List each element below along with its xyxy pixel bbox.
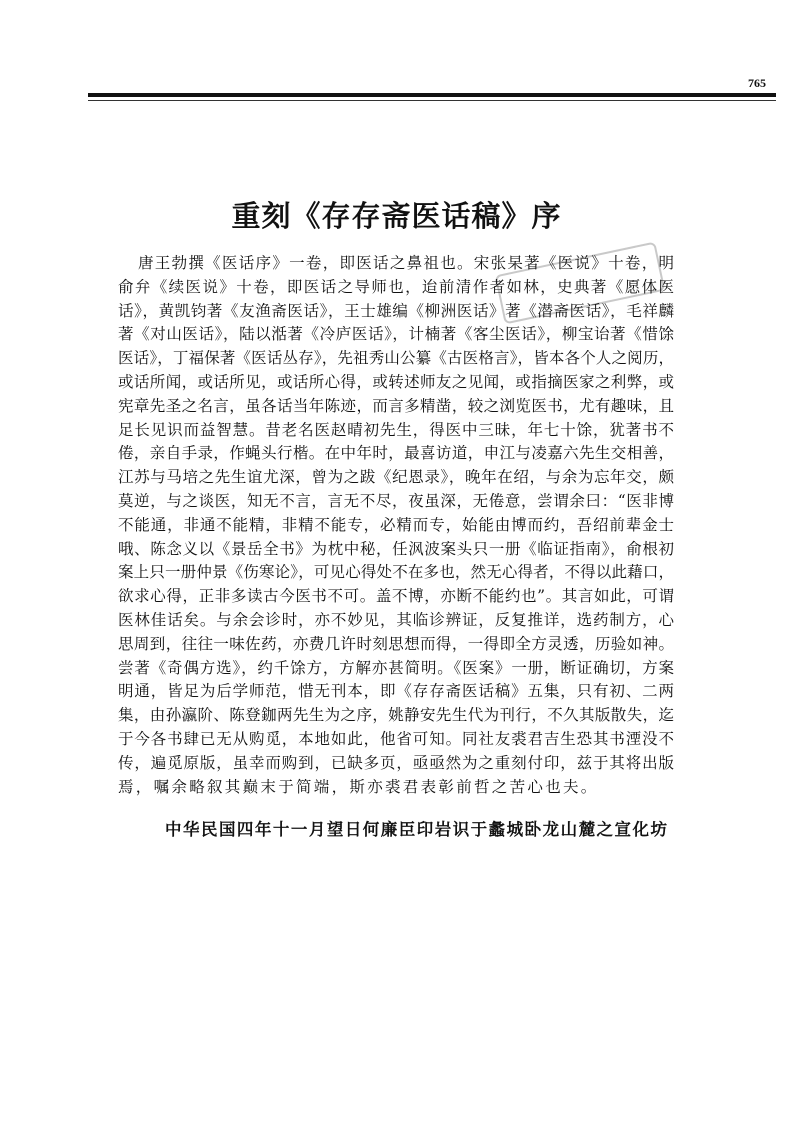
text-line: 尝著《奇偶方选》，约千馀方，方解亦甚简明。《医案》一册，断证确切，方案 — [118, 658, 674, 677]
text-line: 莫逆，与之谈医，知无不言，言无不尽，夜虽深，无倦意，尝谓余曰：“医非博 — [118, 491, 674, 510]
text-line: 案上只一册仲景《伤寒论》，可见心得处不在多也，然无心得者，不得以此藉口， — [118, 563, 674, 582]
text-line: 不能通，非通不能精，非精不能专，必精而专，始能由博而约，吾绍前辈金士 — [118, 515, 674, 534]
text-line: 宪章先圣之名言，虽各话当年陈迹，而言多精凿，较之浏览医书，尤有趣味，且 — [118, 396, 674, 415]
page-title: 重刻《存存斋医话稿》序 — [231, 199, 562, 233]
text-line: 思周到，往往一味佐药，亦费几许时刻思想而得，一得即全方灵透，历验如神。 — [118, 634, 674, 653]
signature-line: 中华民国四年十一月望日何廉臣印岩识于蠡城卧龙山麓之宣化坊 — [165, 820, 667, 839]
text-line: 医话》，丁福保著《医话丛存》，先祖秀山公纂《古医格言》，皆本各个人之阅历， — [118, 349, 674, 368]
text-line: 唐王勃撰《医话序》一卷，即医话之鼻祖也。宋张杲著《医说》十卷，明 — [138, 254, 674, 272]
text-line: 话》，黄凯钧著《友渔斋医话》，王士雄编《柳洲医话》著《潜斋医话》，毛祥麟 — [118, 301, 674, 320]
header-rule-thick — [88, 93, 776, 97]
text-line: 足长见识而益智慧。昔老名医赵晴初先生，得医中三昧，年七十馀，犹著书不 — [118, 420, 674, 439]
text-line: 江苏与马培之先生谊尤深，曾为之跋《纪恩录》，晚年在绍，与余为忘年交，颇 — [118, 468, 674, 487]
page-number: 765 — [748, 76, 766, 90]
text-line: 欲求心得，正非多读古今医书不可。盖不博，亦断不能约也”。其言如此，可谓 — [118, 587, 674, 606]
text-line: 哦、陈念义以《景岳全书》为枕中秘，任沨波案头只一册《临证指南》，俞根初 — [118, 539, 674, 558]
text-line: 集，由孙瀛阶、陈登鉫两先生为之序，姚静安先生代为刊行，不久其版散失，迄 — [118, 706, 674, 725]
text-line: 医林佳话矣。与余会诊时，亦不妙见，其临诊辨证，反复推详，选药制方，心 — [118, 610, 674, 629]
text-line: 于今各书肆已无从购觅，本地如此，他省可知。同社友裘君吉生恐其书湮没不 — [118, 729, 674, 748]
text-line: 或话所闻，或话所见，或话所心得，或转述师友之见闻，或指摘医家之利弊，或 — [118, 372, 674, 391]
preface-body — [118, 252, 674, 799]
text-line: 传，遍觅原版，虽幸而购到，已缺多页，亟亟然为之重刻付印，兹于其将出版 — [118, 753, 674, 772]
text-line: 明通，皆足为后学师范，惜无刊本，即《存存斋医话稿》五集，只有初、二两 — [118, 682, 674, 701]
text-line: 俞弁《续医说》十卷，即医话之导师也，迨前清作者如林，史典著《愿体医 — [118, 277, 674, 296]
text-line: 焉，嘱余略叙其巅末于简端，斯亦裘君表彰前哲之苦心也夫。 — [118, 777, 599, 796]
header-rule-thin — [88, 100, 776, 101]
text-line: 著《对山医话》，陆以湉著《冷庐医话》，计楠著《客尘医话》，柳宝诒著《惜馀 — [118, 325, 674, 344]
text-line: 倦，亲自手录，作蝇头行楷。在中年时，最喜访道，申江与凌嘉六先生交相善， — [118, 444, 674, 463]
